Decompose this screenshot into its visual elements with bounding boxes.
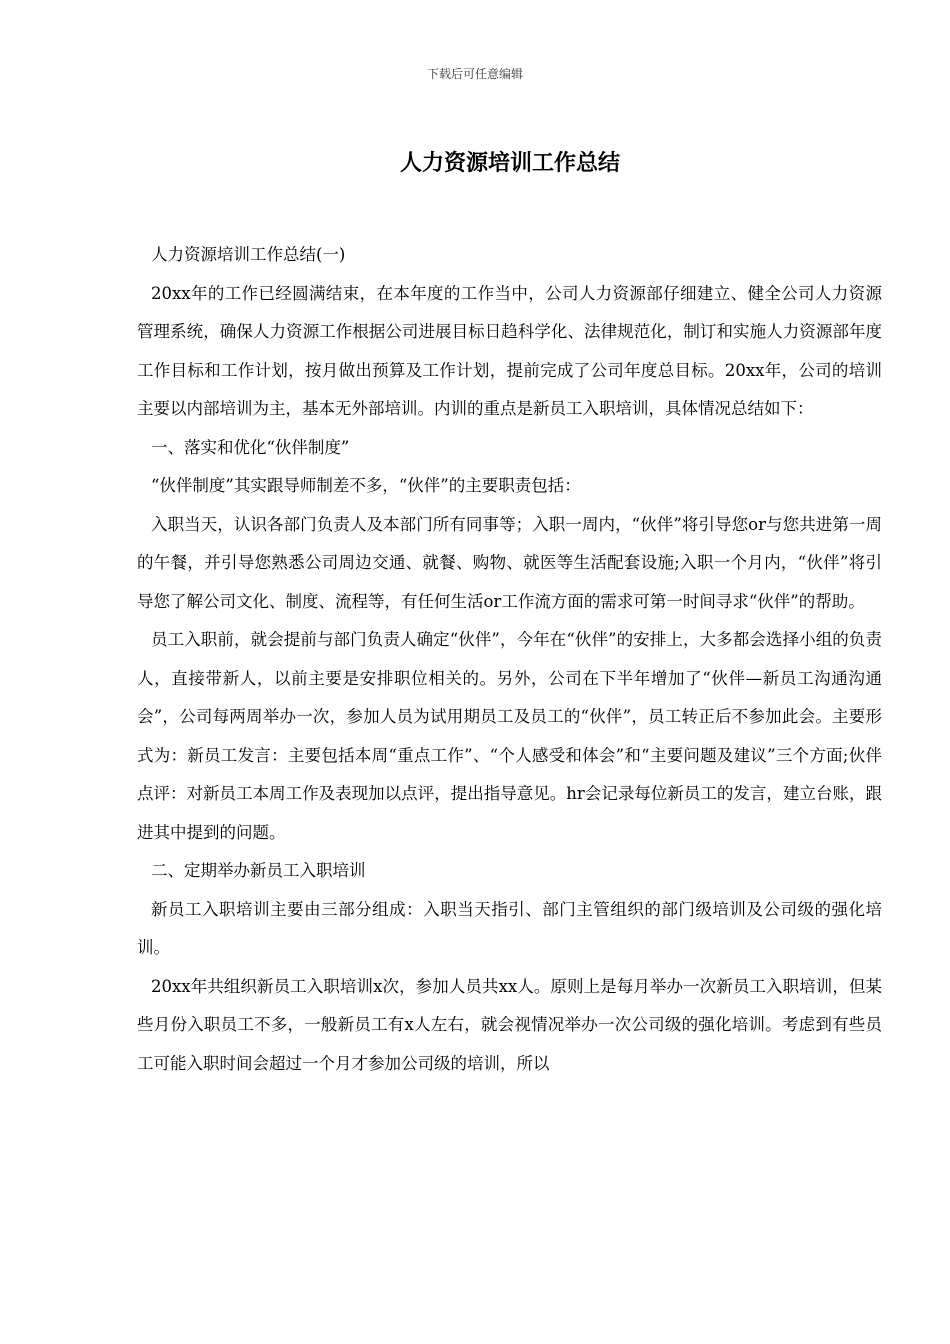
paragraph: 20xx年的工作已经圆满结束，在本年度的工作当中，公司人力资源部仔细建立、健全公司人力资源管理系统，确保人力资源工作根据公司进展目标日趋科学化、法律规范化，制订和实施人力资源部年度工作目标和工作计划，按月做出预算及工作计划，提前完成了公司年度总目标。20xx年，公司的培训主要以内部培训为主，基本无外部培训。内训的重点是新员工入职培训，具体情况总结如下： xyxy=(137,283,882,418)
paragraph: 入职当天，认识各部门负责人及本部门所有同事等；入职一周内，“伙伴”将引导您or与您共进第一周的午餐，并引导您熟悉公司周边交通、就餐、购物、就医等生活配套设施;入职一个月内，“伙伴”将引导您了解公司文化、制度、流程等，有任何生活or工作流方面的需求可第一时间寻求“伙伴”的帮助。 xyxy=(137,514,882,611)
paragraph: 20xx年共组织新员工入职培训x次，参加人员共xx人。原则上是每月举办一次新员工入职培训，但某些月份入职员工不多，一般新员工有x人左右，就会视情况举办一次公司级的强化培训。考虑到有些员工可能入职时间会超过一个月才参加公司级的培训，所以 xyxy=(137,976,882,1073)
document-title: 人力资源培训工作总结 xyxy=(399,151,620,176)
paragraph: 员工入职前，就会提前与部门负责人确定“伙伴”，今年在“伙伴”的安排上，大多都会选择小组的负责人，直接带新人，以前主要是安排职位相关的。另外，公司在下半年增加了“伙伴—新员工沟通沟通会”，公司每两周举办一次，参加人员为试用期员工及员工的“伙伴”，员工转正后不参加此会。主要形式为：新员工发言：主要包括本周“重点工作”、“个人感受和体会”和“主要问题及建议”三个方面;伙伴点评：对新员工本周工作及表现加以点评，提出指导意见。hr会记录每位新员工的发言，建立台账，跟进其中提到的问题。 xyxy=(137,630,882,842)
document-body xyxy=(137,236,882,1083)
section-heading: 人力资源培训工作总结(一) xyxy=(151,245,346,264)
paragraph: 新员工入职培训主要由三部分组成：入职当天指引、部门主管组织的部门级培训及公司级的强化培训。 xyxy=(137,899,882,957)
section-heading: 二、定期举办新员工入职培训 xyxy=(151,861,366,880)
header-note: 下载后可任意编辑 xyxy=(426,67,523,81)
section-heading: 一、落实和优化“伙伴制度” xyxy=(151,437,350,457)
paragraph: “伙伴制度”其实跟导师制差不多，“伙伴”的主要职责包括： xyxy=(151,476,581,495)
